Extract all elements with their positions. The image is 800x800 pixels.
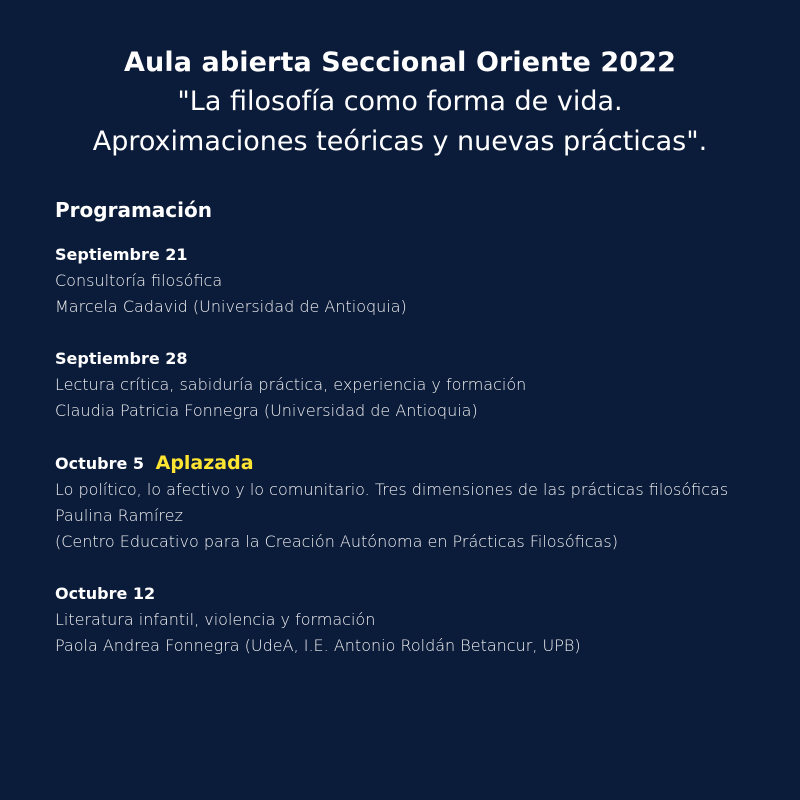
schedule-event	[55, 581, 775, 659]
event-date-line	[55, 450, 775, 477]
poster-header	[0, 44, 800, 162]
schedule-event	[55, 346, 775, 424]
event-date-line	[55, 346, 775, 372]
poster-title: Aula abierta Seccional Oriente 2022	[124, 47, 676, 78]
poster-subtitle-line-2: Aproximaciones teóricas y nuevas prácticas".	[92, 126, 708, 157]
event-date-line	[55, 242, 775, 268]
event-date-line	[55, 581, 775, 607]
program-heading: Programación	[55, 198, 212, 222]
event-date: Octubre 5	[55, 454, 145, 473]
event-topic: Lo político, lo afectivo y lo comunitario. Tres dimensiones de las prácticas filosóficas	[55, 480, 729, 499]
event-date: Septiembre 21	[55, 245, 188, 264]
event-topic: Consultoría filosófica	[55, 271, 223, 290]
event-topic: Lectura crítica, sabiduría práctica, experiencia y formación	[55, 375, 527, 394]
event-speaker-affiliation: (Centro Educativo para la Creación Autónoma en Prácticas Filosóficas)	[55, 532, 618, 551]
postponed-status-label: Aplazada	[155, 452, 254, 474]
event-topic: Literatura infantil, violencia y formación	[55, 610, 376, 629]
schedule-list	[55, 242, 775, 685]
poster-subtitle-line-1: "La filosofía como forma de vida.	[177, 86, 623, 117]
event-date: Septiembre 28	[55, 349, 188, 368]
event-speaker: Paola Andrea Fonnegra (UdeA, I.E. Antonio Roldán Betancur, UPB)	[55, 636, 581, 655]
event-speaker: Marcela Cadavid (Universidad de Antioquia)	[55, 297, 407, 316]
event-speaker: Paulina Ramírez	[55, 506, 183, 525]
event-date: Octubre 12	[55, 584, 156, 603]
schedule-event	[55, 450, 775, 555]
event-speaker: Claudia Patricia Fonnegra (Universidad de Antioquia)	[55, 401, 478, 420]
schedule-event	[55, 242, 775, 320]
